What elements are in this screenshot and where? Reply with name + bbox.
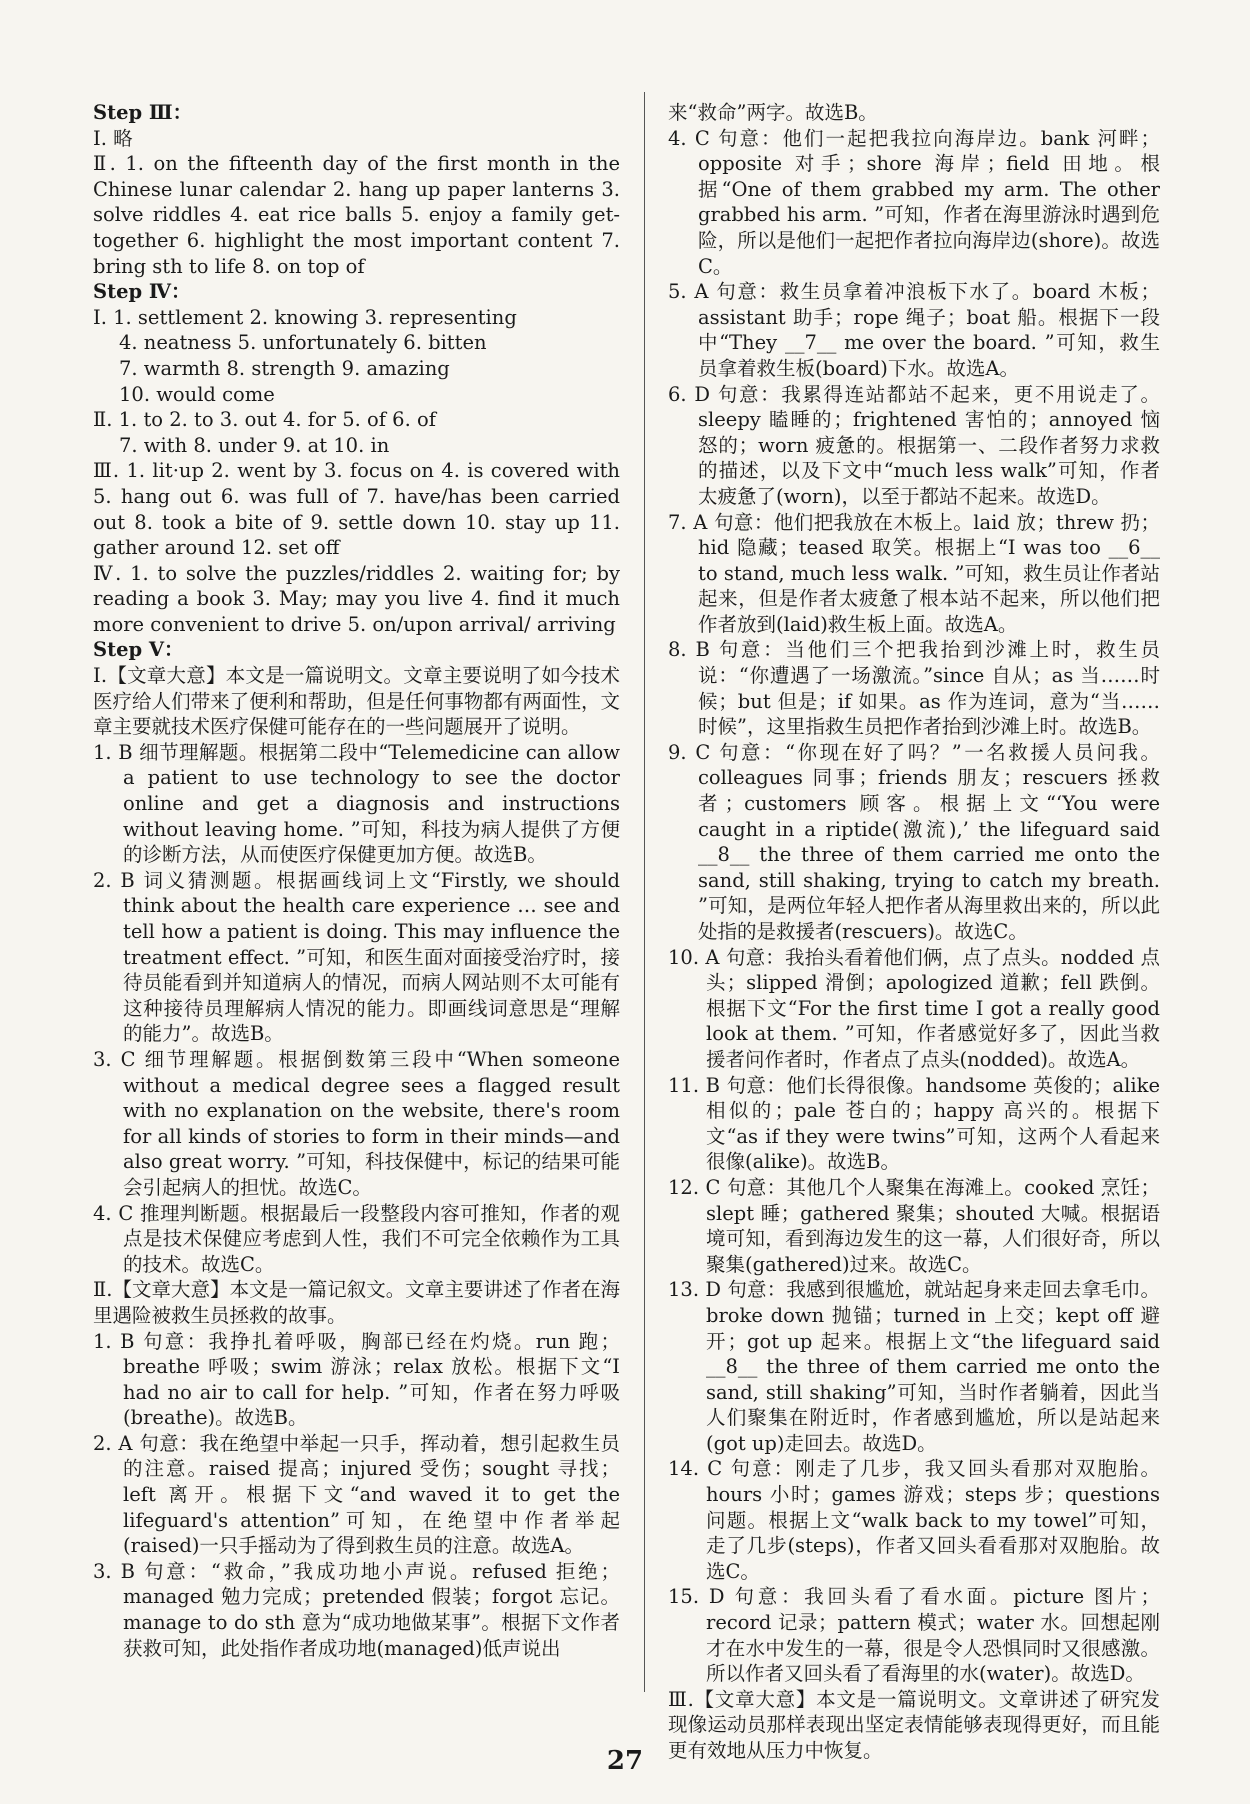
answer-line: 11. B 句意：他们长得很像。handsome 英俊的；alike 相似的；pale 苍白的；happy 高兴的。根据下文“as if they were twins”可知，这两个人看起来很像(alike)。故选B。: [668, 1073, 1160, 1174]
answer-line: 1. B 句意：我挣扎着呼吸，胸部已经在灼烧。run 跑；breathe 呼吸；swim 游泳；relax 放松。根据下文“I had no air to call for help. ”可知，作者在努力呼吸(breathe)。故选B。: [93, 1329, 620, 1430]
answer-line: 15. D 句意：我回头看了看水面。picture 图片；record 记录；pattern 模式；water 水。回想起刚才在水中发生的一幕，很是令人恐惧同时又很感激。所以作者又回头看了看海里的水(water)。故选D。: [668, 1585, 1160, 1686]
right-column: [668, 100, 1160, 1764]
answer-line: 5. A 句意：救生员拿着冲浪板下水了。board 木板；assistant 助手；rope 绳子；boat 船。根据下一段中“They __7__ me over the board. ”可知，救生员拿着救生板(board)下水。故选A。: [668, 280, 1160, 380]
section-heading: Step Ⅴ：: [93, 638, 184, 662]
answer-line: Ⅱ.【文章大意】本文是一篇记叙文。文章主要讲述了作者在海里遇险被救生员拯救的故事。: [93, 1278, 620, 1327]
answer-line: 2. B 词义猜测题。根据画线词上文“Firstly, we should think about the health care experience … see and tell how a patient is doing. This may influence the treatment effect. ”可知，和医生面对面接受治疗时，接待员能看到并知道病人的情况，而病人网站则不太可能有这种接待员理解病人情况的能力。即画线词意思是“理解的能力”。故选B。: [93, 868, 620, 1046]
answer-line: 4. neatness 5. unfortunately 6. bitten: [119, 331, 487, 355]
answer-line: 6. D 句意：我累得连站都站不起来，更不用说走了。sleepy 瞌睡的；frightened 害怕的；annoyed 恼怒的；worn 疲惫的。根据第一、二段作者努力求救的描述，以及下文中“much less walk”可知，作者太疲惫了(worn)，以至于都站不起来。故选D。: [668, 382, 1160, 508]
answer-line: 4. C 句意：他们一起把我拉向海岸边。bank 河畔；opposite 对手；shore 海岸；field 田地。根据“One of them grabbed my arm. The other grabbed his arm. ”可知，作者在海里游泳时遇到危险，所以是他们一起把作者拉向海岸边(shore)。故选C。: [668, 126, 1160, 278]
answer-line: 12. C 句意：其他几个人聚集在海滩上。cooked 烹饪；slept 睡；gathered 聚集；shouted 大喊。根据语境可知，看到海边发生的这一幕，人们很好奇，所以聚集(gathered)过来。故选C。: [668, 1175, 1160, 1276]
answer-line: 7. warmth 8. strength 9. amazing: [119, 356, 450, 380]
page-number: 27: [606, 1746, 644, 1776]
answer-line: 10. would come: [119, 382, 275, 406]
answer-line: Ⅲ. 1. lit·up 2. went by 3. focus on 4. is covered with 5. hang out 6. was full of 7. have/has been carried out 8. took a bite of 9. settle down 10. stay up 11. gather around 12. set off: [93, 459, 620, 560]
answer-line: 4. C 推理判断题。根据最后一段整段内容可推知，作者的观点是技术保健应考虑到人性，我们不可完全依赖作为工具的技术。故选C。: [93, 1201, 620, 1276]
answer-line: 来“救命”两字。故选B。: [668, 101, 878, 124]
left-column: [93, 100, 620, 1661]
column-divider: [644, 92, 645, 1692]
answer-line: 3. B 句意：“救命，”我成功地小声说。refused 拒绝；managed 勉力完成；pretended 假装；forgot 忘记。manage to do sth 意为“成功地做某事”。根据下文作者获救可知，此处指作者成功地(managed)低声说出: [93, 1559, 620, 1660]
answer-line: 2. A 句意：我在绝望中举起一只手，挥动着，想引起救生员的注意。raised 提高；injured 受伤；sought 寻找；left 离开。根据下文“and waved it to get the lifeguard's attention”可知，在绝望中作者举起(raised)一只手摇动为了得到救生员的注意。故选A。: [93, 1431, 620, 1558]
answer-line: Ⅰ. 略: [93, 126, 133, 150]
section-heading: Step Ⅳ：: [93, 280, 191, 304]
answer-line: Ⅱ. 1. on the fifteenth day of the first month in the Chinese lunar calendar 2. hang up paper lanterns 3. solve riddles 4. eat rice balls 5. enjoy a family get-together 6. highlight the most important content 7. bring sth to life 8. on top of: [93, 152, 620, 278]
answer-line: Ⅱ. 1. to 2. to 3. out 4. for 5. of 6. of: [93, 408, 436, 432]
answer-line: Ⅰ. 1. settlement 2. knowing 3. representing: [93, 305, 517, 329]
answer-line: 1. B 细节理解题。根据第二段中“Telemedicine can allow a patient to use technology to see the doctor online and get a diagnosis and instructions without leaving home. ”可知，科技为病人提供了方便的诊断方法，从而使医疗保健更加方便。故选B。: [93, 740, 620, 867]
answer-line: Ⅲ.【文章大意】本文是一篇说明文。文章讲述了研究发现像运动员那样表现出坚定表情能够表现得更好，而且能更有效地从压力中恢复。: [668, 1687, 1160, 1762]
answer-line: 13. D 句意：我感到很尴尬，就站起身来走回去拿毛巾。broke down 抛锚；turned in 上交；kept off 避开；got up 起来。根据上文“the lifeguard said __8__ the three of them carried me onto the sand, still shaking”可知，当时作者躺着，因此当人们聚集在附近时，作者感到尴尬，所以是站起来(got up)走回去。故选D。: [668, 1278, 1160, 1455]
answer-line: Ⅰ.【文章大意】本文是一篇说明文。文章主要说明了如今技术医疗给人们带来了便利和帮助，但是任何事物都有两面性，文章主要就技术医疗保健可能存在的一些问题展开了说明。: [93, 664, 620, 739]
answer-line: 3. C 细节理解题。根据倒数第三段中“When someone without a medical degree sees a flagged result with no explanation on the website, there's room for all kinds of stories to form in their minds—and also great worry. ”可知，科技保健中，标记的结果可能会引起病人的担忧。故选C。: [93, 1047, 620, 1199]
answer-line: 8. B 句意：当他们三个把我抬到沙滩上时，救生员说：“你遭遇了一场激流。”since 自从；as 当……时候；but 但是；if 如果。as 作为连词，意为“当……时候”，这里指救生员把作者抬到沙滩上时。故选B。: [668, 638, 1160, 739]
section-heading: Step Ⅲ：: [93, 101, 193, 124]
answer-line: 7. A 句意：他们把我放在木板上。laid 放；threw 扔；hid 隐藏；teased 取笑。根据上“I was too __6__ to stand, much less walk. ”可知，救生员让作者站起来，但是作者太疲惫了根本站不起来，所以他们把作者放到(laid)救生板上面。故选A。: [668, 510, 1160, 636]
answer-line: 9. C 句意：“你现在好了吗？”一名救援人员问我。colleagues 同事；friends 朋友；rescuers 拯救者；customers 顾客。根据上文“‘You were caught in a riptide(激流),’ the lifeguard said __8__ the three of them carried me onto the sand, still shaking, trying to catch my breath. ”可知，是两位年轻人把作者从海里救出来的，所以此处指的是救援者(rescuers)。故选C。: [668, 740, 1160, 943]
answer-line: 7. with 8. under 9. at 10. in: [119, 433, 390, 457]
answer-line: 10. A 句意：我抬头看着他们俩，点了点头。nodded 点头；slipped 滑倒；apologized 道歉；fell 跌倒。根据下文“For the first time I got a really good look at them. ”可知，作者感觉好多了，因此当救援者问作者时，作者点了点头(nodded)。故选A。: [668, 945, 1160, 1071]
answer-line: Ⅳ. 1. to solve the puzzles/riddles 2. waiting for; by reading a book 3. May; may you live 4. find it much more convenient to drive 5. on/upon arrival/ arriving: [93, 561, 620, 636]
answer-line: 14. C 句意：刚走了几步，我又回头看那对双胞胎。hours 小时；games 游戏；steps 步；questions 问题。根据上文“walk back to my towel”可知，走了几步(steps)，作者又回头看看那对双胞胎。故选C。: [668, 1457, 1160, 1583]
